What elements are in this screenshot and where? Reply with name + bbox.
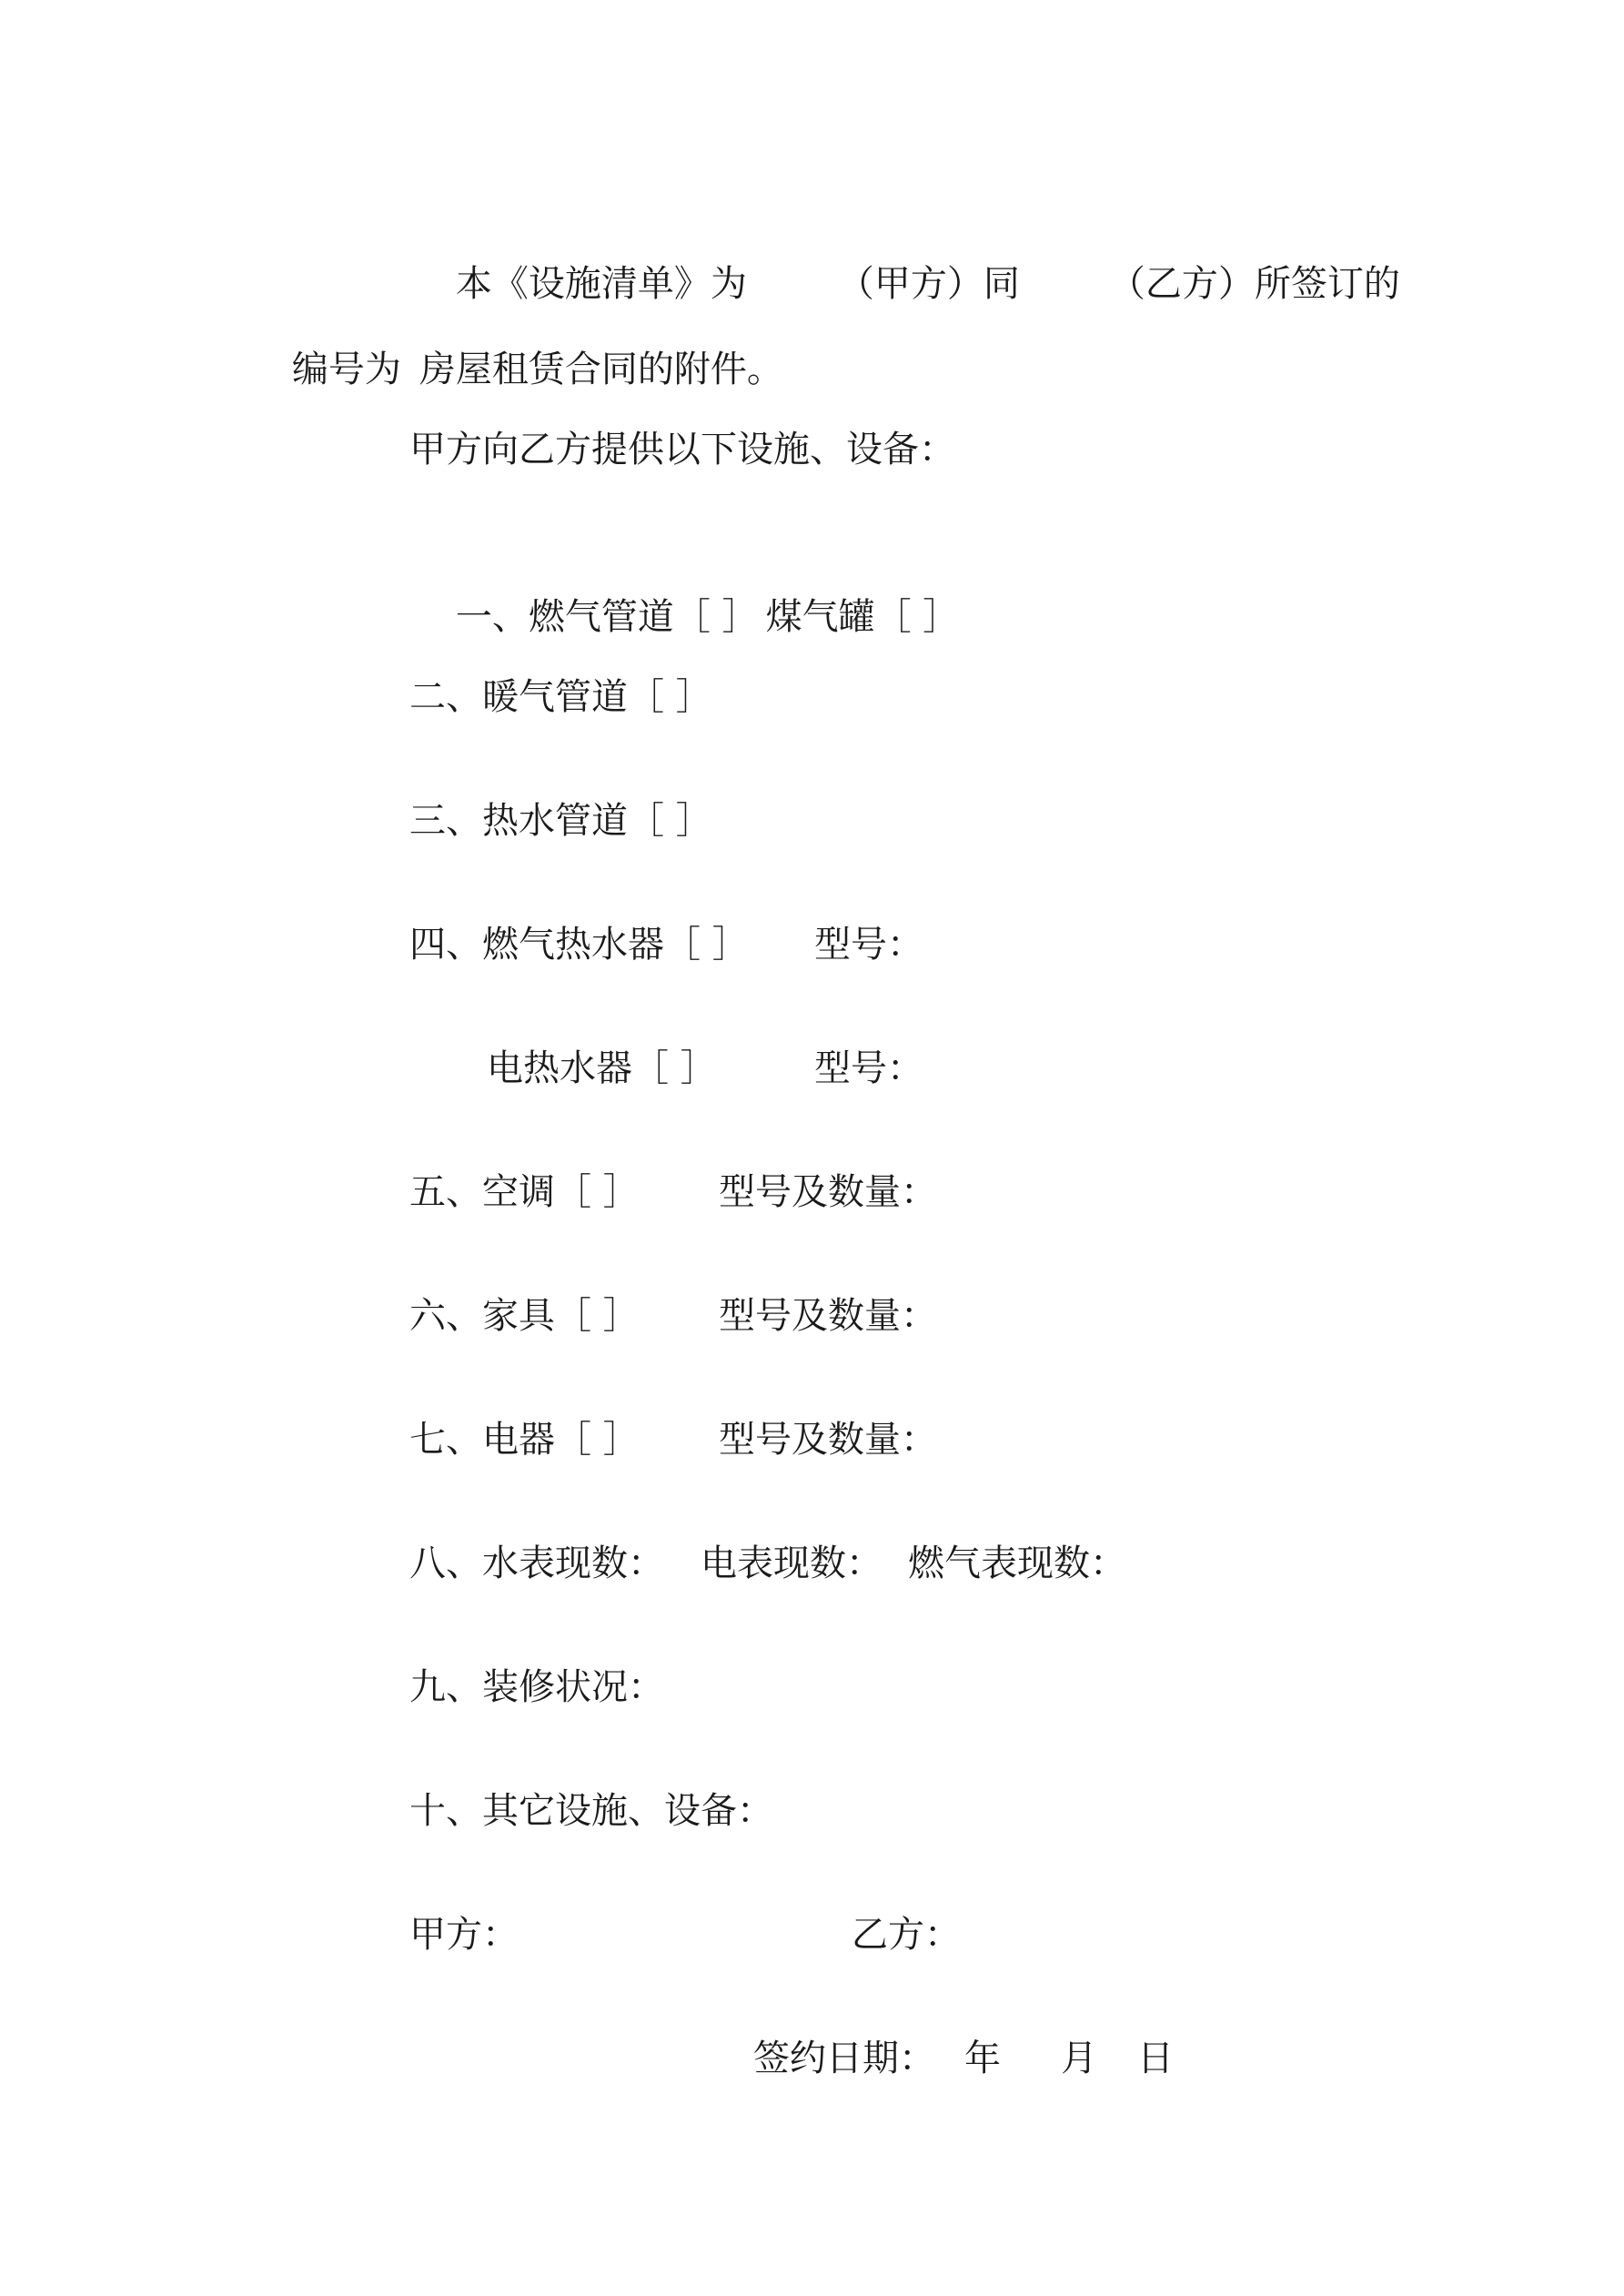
item-10-other: 十、其它设施、设备： <box>409 1790 773 1832</box>
party-b-label: （乙方）所签订的 <box>1108 263 1400 305</box>
gas-tank-item: 煤气罐［ ］ <box>765 596 960 638</box>
item-4-gas-heater: 四、燃气热水器［ ］ <box>409 924 749 966</box>
signature-party-a: 甲方： <box>409 1914 519 1956</box>
item-1 <box>409 551 959 683</box>
item-4-electric-heater: 电热水器［ ］ <box>487 1047 717 1089</box>
intro-line-2 <box>246 304 783 435</box>
item-7-appliances: 七、电器［ ］ <box>409 1419 640 1461</box>
intro-text: 本《设施清单》为 <box>455 263 747 305</box>
item-2: 二、暖气管道［ ］ <box>409 676 712 718</box>
item-4-gas-heater-model: 型号： <box>814 924 923 966</box>
item-8-gas-meter: 燃气表现数： <box>908 1542 1126 1584</box>
item-6-furniture-model: 型号及数量： <box>719 1295 937 1337</box>
item-8-water-meter: 八、水表现数： <box>409 1542 664 1584</box>
item-5-ac: 五、空调［ ］ <box>409 1171 640 1213</box>
item-5-ac-model: 型号及数量： <box>719 1171 937 1213</box>
gas-pipe-item: 一、燃气管道［ ］ <box>455 596 759 638</box>
item-7-appliances-model: 型号及数量： <box>719 1419 937 1461</box>
signature-party-b: 乙方： <box>852 1914 961 1956</box>
signing-date-year: 年 <box>964 2038 1001 2079</box>
signing-date-day: 日 <box>1137 2038 1174 2079</box>
signing-date-month: 月 <box>1061 2038 1097 2079</box>
provide-heading: 甲方向乙方提供以下设施、设备： <box>409 429 955 470</box>
item-4-electric-heater-model: 型号： <box>814 1047 923 1089</box>
item-8-electric-meter: 电表现数： <box>701 1542 883 1584</box>
item-3: 三、热水管道［ ］ <box>409 800 712 842</box>
item-6-furniture: 六、家具［ ］ <box>409 1295 640 1337</box>
signing-date-label: 签约日期： <box>753 2038 935 2079</box>
contract-number-label: 编号为 <box>291 349 401 390</box>
party-a-label: （甲方）同 <box>837 263 1020 305</box>
item-9-decoration: 九、装修状况： <box>409 1666 664 1708</box>
contract-annex-text: 房屋租赁合同的附件。 <box>419 349 783 390</box>
